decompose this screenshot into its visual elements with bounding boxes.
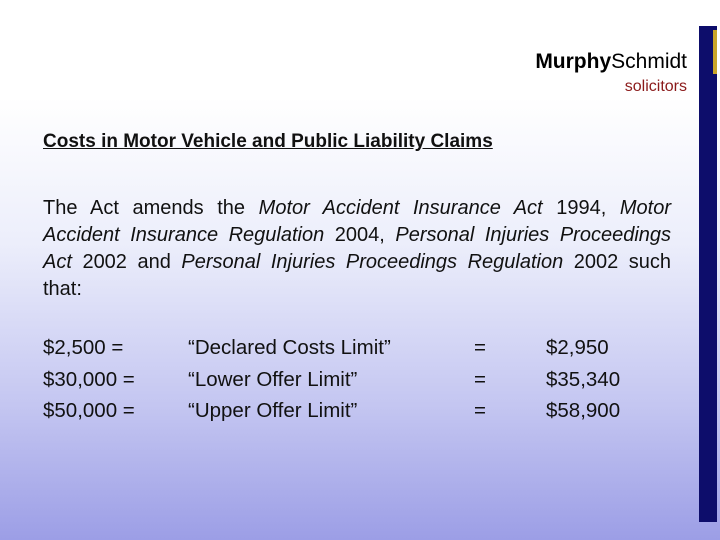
limit-name: “Declared Costs Limit” xyxy=(188,336,391,359)
old-amount: $2,500 = xyxy=(43,336,124,359)
paragraph-text: 2002 such that: xyxy=(43,251,672,300)
paragraph-legislation-title: Personal Injuries Proceedings Act xyxy=(43,224,672,273)
paragraph-legislation-title: Personal Injuries Proceedings Regulation xyxy=(181,251,564,273)
logo-name-regular: Schmidt xyxy=(611,50,687,73)
logo-tagline: solicitors xyxy=(624,78,687,95)
paragraph-text: The Act amends the xyxy=(43,197,259,219)
paragraph-text: 2002 and xyxy=(71,251,182,273)
slide-heading: Costs in Motor Vehicle and Public Liability Claims xyxy=(43,131,493,152)
new-amount: $58,900 xyxy=(546,399,621,422)
logo-name-bold: Murphy xyxy=(535,50,612,73)
equals-sign: = xyxy=(474,336,486,359)
paragraph-legislation-title: Motor Accident Insurance Regulation xyxy=(43,197,671,246)
new-amount: $35,340 xyxy=(546,367,621,391)
paragraph-legislation-title: Motor Accident Insurance Act xyxy=(258,197,543,219)
body-paragraph xyxy=(43,195,671,303)
limit-name: “Lower Offer Limit” xyxy=(188,367,358,391)
old-amount: $50,000 = xyxy=(43,399,135,422)
firm-logo xyxy=(535,49,687,97)
old-amount: $30,000 = xyxy=(43,367,135,391)
limit-name: “Upper Offer Limit” xyxy=(188,399,358,422)
paragraph-text: 2004, xyxy=(324,224,396,246)
new-amount: $2,950 xyxy=(546,336,609,359)
decorative-side-bar xyxy=(699,26,717,522)
equals-sign: = xyxy=(474,399,486,422)
logo-name xyxy=(535,49,687,75)
decorative-accent-stripe xyxy=(713,30,717,74)
equals-sign: = xyxy=(474,367,486,391)
paragraph-text: 1994, xyxy=(542,197,620,219)
